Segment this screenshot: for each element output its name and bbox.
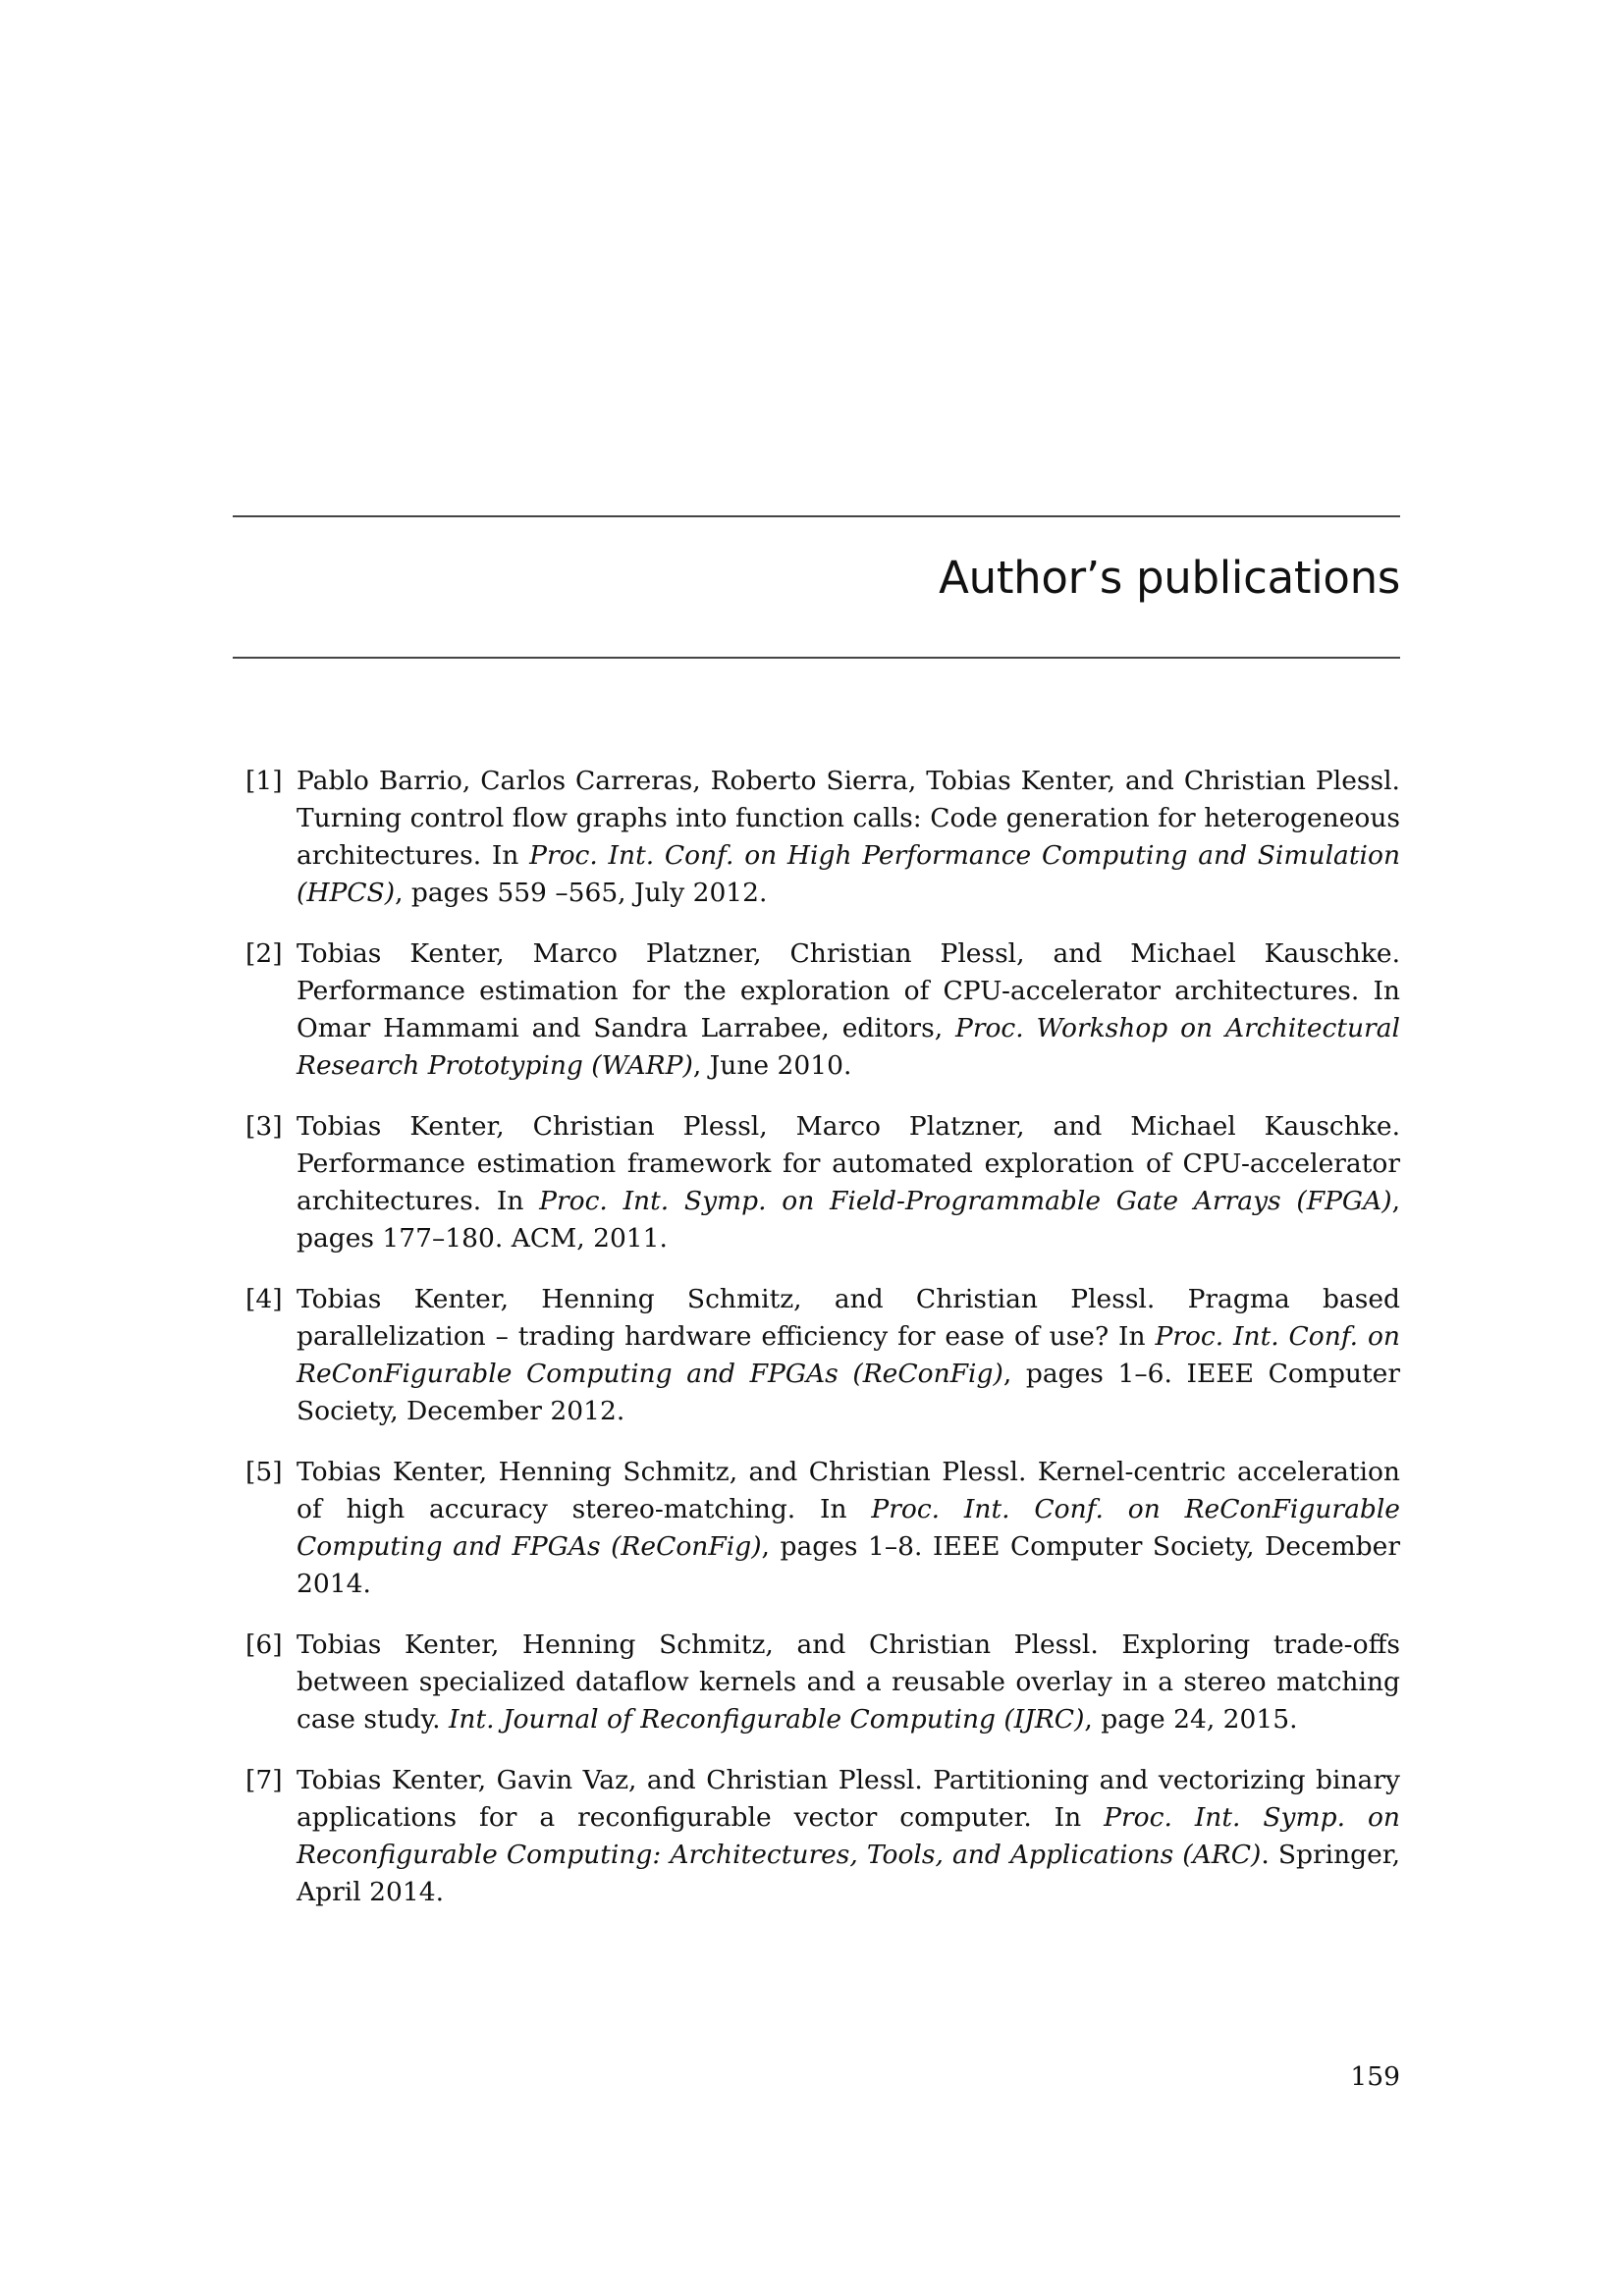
reference-6	[245, 1627, 1400, 1738]
reference-text: Tobias Kenter, Henning Schmitz, and Christian Plessl. Pragma based parallelization – trading hardware efficiency for ease of use? In	[297, 1284, 1400, 1352]
reference-details: , pages 1–8. IEEE Computer Society, December 2014.	[297, 1531, 1400, 1599]
reference-7	[245, 1762, 1400, 1911]
reference-number: [7]	[245, 1765, 283, 1795]
reference-3	[245, 1108, 1400, 1257]
reference-number: [3]	[245, 1111, 283, 1142]
reference-venue: Proc. Int. Conf. on ReConFigurable Computing and FPGAs (ReConFig)	[297, 1321, 1400, 1389]
reference-text: Pablo Barrio, Carlos Carreras, Roberto Sierra, Tobias Kenter, and Christian Plessl. Turning control flow graphs into function calls: Code generation for heterogeneous architectures. In	[297, 766, 1400, 871]
reference-venue: Proc. Int. Symp. on Field-Programmable Gate Arrays (FPGA)	[539, 1186, 1392, 1216]
reference-venue: Int. Journal of Reconfigurable Computing (IJRC)	[448, 1704, 1085, 1735]
reference-number: [5]	[245, 1457, 283, 1487]
reference-details: , June 2010.	[692, 1050, 852, 1081]
reference-5	[245, 1454, 1400, 1603]
reference-1	[245, 763, 1400, 912]
reference-text: Tobias Kenter, Gavin Vaz, and Christian Plessl. Partitioning and vectorizing binary applications for a reconfigurable vector computer. In	[297, 1765, 1400, 1833]
header-rule-top	[233, 515, 1400, 517]
reference-number: [2]	[245, 938, 283, 969]
reference-text: Tobias Kenter, Christian Plessl, Marco Platzner, and Michael Kauschke. Performance estimation framework for automated exploration of CPU-accelerator architectures. In	[297, 1111, 1400, 1216]
header-rule-bottom	[233, 657, 1400, 659]
reference-2	[245, 935, 1400, 1085]
reference-4	[245, 1281, 1400, 1430]
reference-venue: Proc. Int. Conf. on ReConFigurable Computing and FPGAs (ReConFig)	[297, 1494, 1400, 1562]
reference-details: , pages 559 –565, July 2012.	[395, 878, 768, 908]
reference-venue: Proc. Int. Conf. on High Performance Computing and Simulation (HPCS)	[297, 840, 1401, 908]
reference-text: Tobias Kenter, Marco Platzner, Christian Plessl, and Michael Kauschke. Performance estimation for the exploration of CPU-accelerator architectures. In Omar Hammami and Sandra Larrabee, editors,	[297, 938, 1400, 1043]
chapter-title: Author’s publications	[939, 552, 1400, 604]
reference-number: [6]	[245, 1629, 283, 1660]
reference-text: Tobias Kenter, Henning Schmitz, and Christian Plessl. Exploring trade-offs between specialized dataflow kernels and a reusable overlay in a stereo matching case study.	[297, 1629, 1400, 1735]
reference-number: [1]	[245, 766, 283, 796]
reference-venue: Proc. Int. Symp. on Reconfigurable Computing: Architectures, Tools, and Applications (ARC)	[297, 1802, 1400, 1870]
reference-number: [4]	[245, 1284, 283, 1314]
reference-text: Tobias Kenter, Henning Schmitz, and Christian Plessl. Kernel-centric acceleration of high accuracy stereo-matching. In	[297, 1457, 1400, 1524]
reference-venue: Proc. Workshop on Architectural Research Prototyping (WARP)	[297, 1013, 1401, 1081]
reference-details: . Springer, April 2014.	[297, 1840, 1400, 1907]
reference-details: , pages 1–6. IEEE Computer Society, December 2012.	[297, 1359, 1400, 1426]
reference-details: , pages 177–180. ACM, 2011.	[297, 1186, 1401, 1254]
bibliography-list	[245, 763, 1400, 1935]
page-number: 159	[1350, 2061, 1400, 2092]
reference-details: , page 24, 2015.	[1084, 1704, 1298, 1735]
